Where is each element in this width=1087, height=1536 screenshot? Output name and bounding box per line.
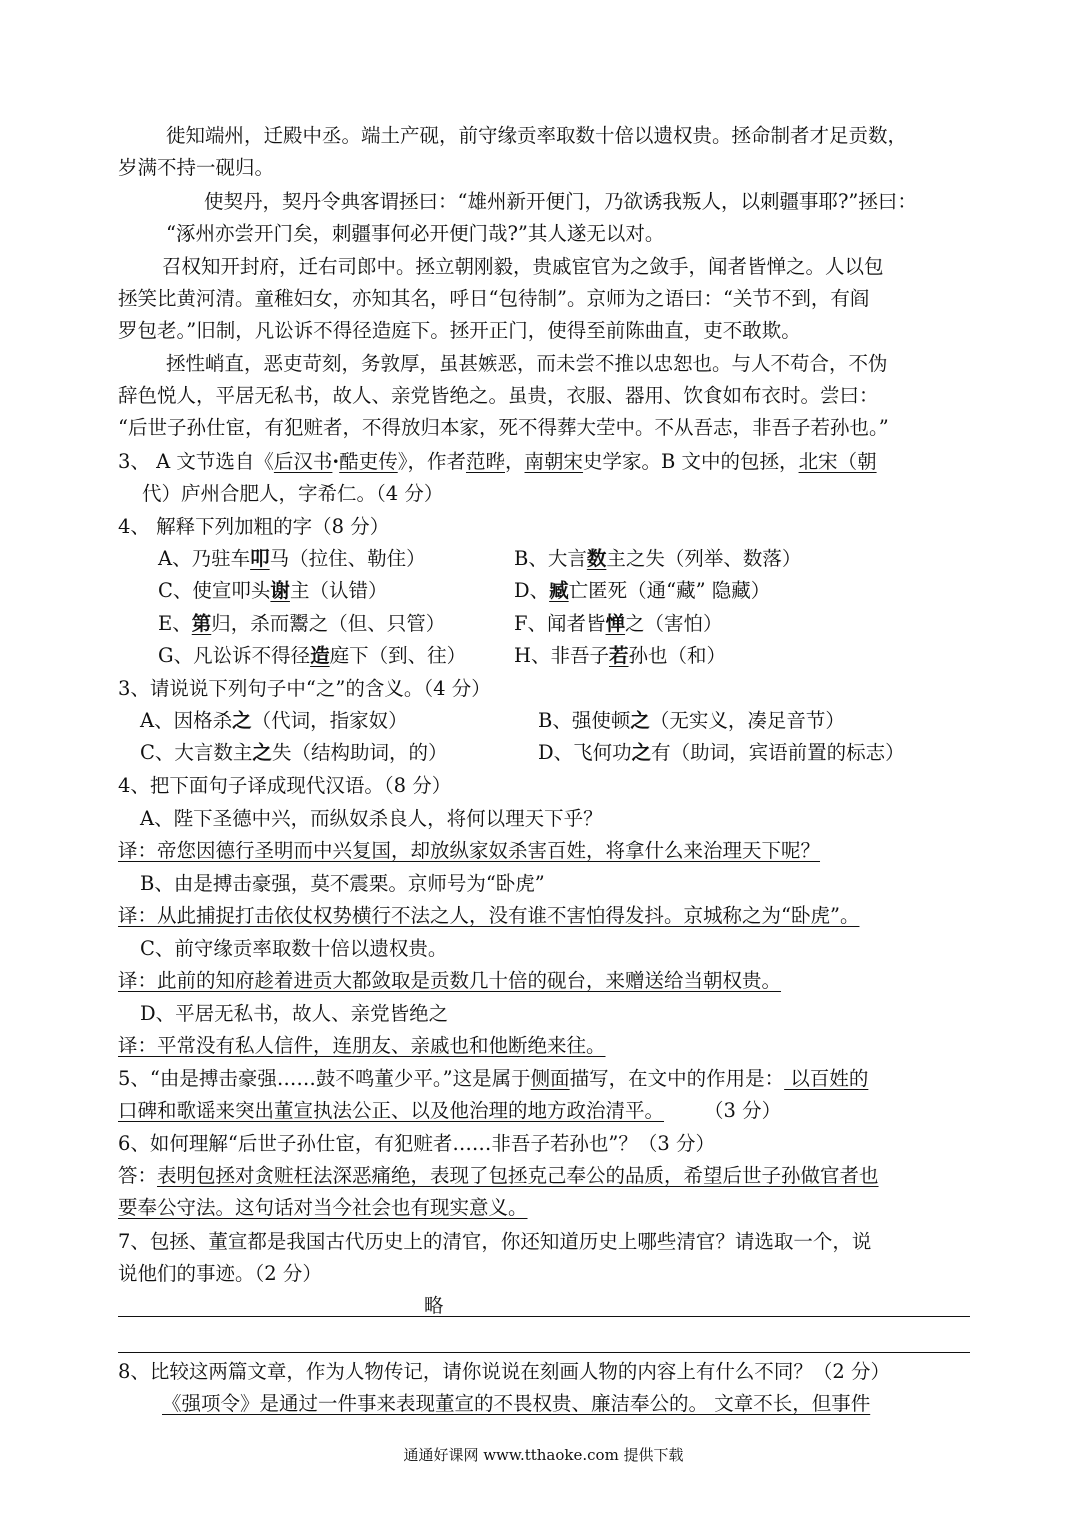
q3-text: 3、 A 文节选自《: [118, 450, 274, 473]
question-7-line2: 说他们的事迹。（2 分）: [118, 1262, 322, 1285]
item-text: C、大言数主: [140, 741, 253, 764]
bold-word: 数: [586, 547, 607, 570]
question-5-line2: [118, 1095, 781, 1127]
passage-line: 使契丹，契丹令典客谓拯曰：“雄州新开便门，乃欲诱我叛人，以刺疆事耶?”拯曰：: [204, 190, 917, 213]
item-text: F、闻者皆: [514, 612, 606, 635]
passage-line: 召权知开封府，迁右司郎中。拯立朝刚毅，贵戚宦官为之敛手，闻者皆惮之。人以包: [162, 255, 884, 278]
item-text: （无实义，凑足音节）: [649, 709, 845, 732]
zhi-item: [140, 705, 408, 737]
item-text: 孙也（和）: [628, 644, 727, 667]
translate-answer: 译：平常没有私人信件，连朋友、亲戚也和他断绝来往。: [118, 1034, 606, 1057]
q5-text: 5、“由是搏击豪强……鼓不鸣董少平。”这是属于: [118, 1067, 531, 1090]
answer-rule: [118, 1352, 970, 1353]
item-text: A、因格杀: [140, 709, 233, 732]
item-text: 主（认错）: [289, 579, 388, 602]
question-8: 8、比较这两篇文章，作为人物传记，请你说说在刻画人物的内容上有什么不同？（2 分）: [118, 1360, 891, 1383]
q5-score: （3 分）: [704, 1099, 782, 1122]
question-5: [118, 1063, 868, 1095]
item-text: 庭下（到、往）: [329, 644, 467, 667]
passage-line: 拯性峭直，恶吏苛刻，务敦厚，虽甚嫉恶，而未尝不推以忠恕也。与人不苟合，不伪: [166, 352, 888, 375]
q3-text: ，: [505, 450, 525, 473]
item-text: B、大言: [514, 547, 587, 570]
explain-item: [514, 543, 801, 575]
passage-line: 辞色悦人，平居无私书，故人、亲党皆绝之。虽贵，衣服、器用、饮食如布衣时。尝曰：: [118, 384, 879, 407]
question-translate-title: 4、把下面句子译成现代汉语。（8 分）: [118, 774, 452, 797]
answer-chapter: 酷吏传: [339, 450, 398, 473]
item-text: D、: [514, 579, 550, 602]
item-text: D、飞何功: [538, 741, 632, 764]
explain-item: [158, 608, 445, 640]
explain-item: [158, 640, 466, 672]
item-text: 马（拉住、勒住）: [269, 547, 426, 570]
answer-side: 侧面: [530, 1067, 570, 1090]
passage-line: 徙知端州，迁殿中丞。端土产砚，前守缘贡率取数十倍以遗权贵。拯命制者才足贡数，: [166, 124, 908, 147]
bold-word: 之: [252, 741, 272, 764]
translate-source: B、由是搏击豪强，莫不震栗。京师号为“卧虎”: [140, 872, 545, 895]
explain-item: [514, 640, 726, 672]
translate-answer: 译：帝您因德行圣明而中兴复国，却放纵家奴杀害百姓，将拿什么来治理天下呢？: [118, 839, 821, 862]
answer-rule: [118, 1316, 970, 1317]
answer-effect: 以百姓的: [784, 1067, 869, 1090]
question-7: 7、包拯、董宣都是我国古代历史上的清官，你还知道历史上哪些清官？请选取一个，说: [118, 1230, 872, 1253]
bold-word: 谢: [270, 579, 290, 602]
passage-line: 岁满不持一砚归。: [118, 156, 275, 179]
answer-text: 表明包拯对贪赃枉法深恶痛绝，表现了包拯克己奉公的品质，希望后世子孙做官者也: [157, 1164, 879, 1187]
item-text: C、使宣叩头: [158, 579, 271, 602]
explain-item: [514, 575, 770, 607]
zhi-item: [538, 705, 845, 737]
passage-line: “后世子孙仕宦，有犯赃者，不得放归本家，死不得葬大茔中。不从吾志，非吾子若孙也。”: [118, 416, 889, 439]
answer-book: 后汉书: [273, 450, 333, 473]
question-3-line2: 代）庐州合肥人，字希仁。（4 分）: [142, 482, 444, 505]
answer-dynasty-1: 南朝宋: [524, 450, 584, 473]
item-text: G、凡讼诉不得径: [158, 644, 311, 667]
translate-source: C、前守缘贡率取数十倍以遗权贵。: [140, 937, 448, 960]
item-text: 主之失（列举、数落）: [606, 547, 802, 570]
q3-text: 史学家。B 文中的包拯，: [583, 450, 799, 473]
item-text: H、非吾子: [514, 644, 610, 667]
bold-word: 之: [232, 709, 252, 732]
bold-word: 叩: [250, 547, 270, 570]
answer-dynasty-2: 北宋（朝: [798, 450, 877, 473]
passage-line: “涿州亦尝开门矣，刺疆事何必开便门哉?”其人遂无以对。: [166, 222, 665, 245]
zhi-item: [538, 737, 905, 769]
item-text: 归，杀而鬻之（但、只管）: [211, 612, 446, 635]
item-text: 失（结构助词，的）: [271, 741, 448, 764]
page-footer: 通通好课网 www.tthaoke.com 提供下载: [403, 1446, 684, 1464]
question-6-answer: 要奉公守法。这句话对当今社会也有现实意义。: [118, 1196, 528, 1219]
bold-word: 之: [630, 709, 650, 732]
zhi-item: [140, 737, 447, 769]
question-zhi-title: 3、请说说下列句子中“之”的含义。（4 分）: [118, 677, 491, 700]
translate-answer: 译：从此捕捉打击依仗权势横行不法之人，没有谁不害怕得发抖。京城称之为“卧虎”。: [118, 904, 860, 927]
answer-author: 范晔: [465, 450, 505, 473]
q3-dot: ·: [332, 450, 340, 473]
item-text: 有（助词，宾语前置的标志）: [651, 741, 905, 764]
item-text: E、: [158, 612, 192, 635]
explain-item: [514, 608, 723, 640]
item-text: B、强使顿: [538, 709, 631, 732]
q3-text: 》，作者: [397, 450, 466, 473]
question-3-source: [118, 446, 877, 478]
item-text: （代词，指家奴）: [251, 709, 408, 732]
passage-line: 罗包老。”旧制，凡讼诉不得径造庭下。拯开正门，使得至前陈曲直，吏不敢欺。: [118, 319, 801, 342]
question-4-title: 4、 解释下列加粗的字（8 分）: [118, 515, 390, 538]
passage-line: 拯笑比黄河清。童稚妇女，亦知其名，呼日“包待制”。京师为之语曰：“关节不到，有阎: [118, 287, 870, 310]
bold-word: 之: [631, 741, 652, 764]
bold-word: 若: [609, 644, 629, 667]
bold-word: 第: [191, 612, 212, 635]
question-8-answer: 《强项令》是通过一件事来表现董宣的不畏权贵、廉洁奉公的。 文章不长，但事件: [162, 1392, 871, 1415]
item-text: 之（害怕）: [625, 612, 723, 635]
item-text: A、乃驻车: [158, 547, 251, 570]
translate-answer: 译：此前的知府趁着进贡大都敛取是贡数几十倍的砚台，来赠送给当朝权贵。: [118, 969, 782, 992]
question-6-answer: [118, 1160, 879, 1192]
translate-source: A、陛下圣德中兴，而纵奴杀良人，将何以理天下乎？: [140, 807, 603, 830]
translate-source: D、平居无私书，故人、亲党皆绝之: [140, 1002, 449, 1025]
q5-text: 描写，在文中的作用是：: [569, 1067, 785, 1090]
question-6: 6、如何理解“后世子孙仕宦，有犯赃者……非吾子若孙也”？（3 分）: [118, 1132, 715, 1155]
explain-item: [158, 543, 426, 575]
item-text: 亡匿死（通“藏” 隐藏）: [568, 579, 771, 602]
bold-word: 造: [310, 644, 330, 667]
answer-label: 答：: [118, 1164, 158, 1187]
bold-word: 惮: [605, 612, 626, 635]
bold-word: 臧: [549, 579, 569, 602]
answer-effect: 口碑和歌谣来突出董宣执法公正、以及他治理的地方政治清平。: [118, 1099, 665, 1122]
question-7-answer: 略: [424, 1294, 444, 1317]
explain-item: [158, 575, 387, 607]
